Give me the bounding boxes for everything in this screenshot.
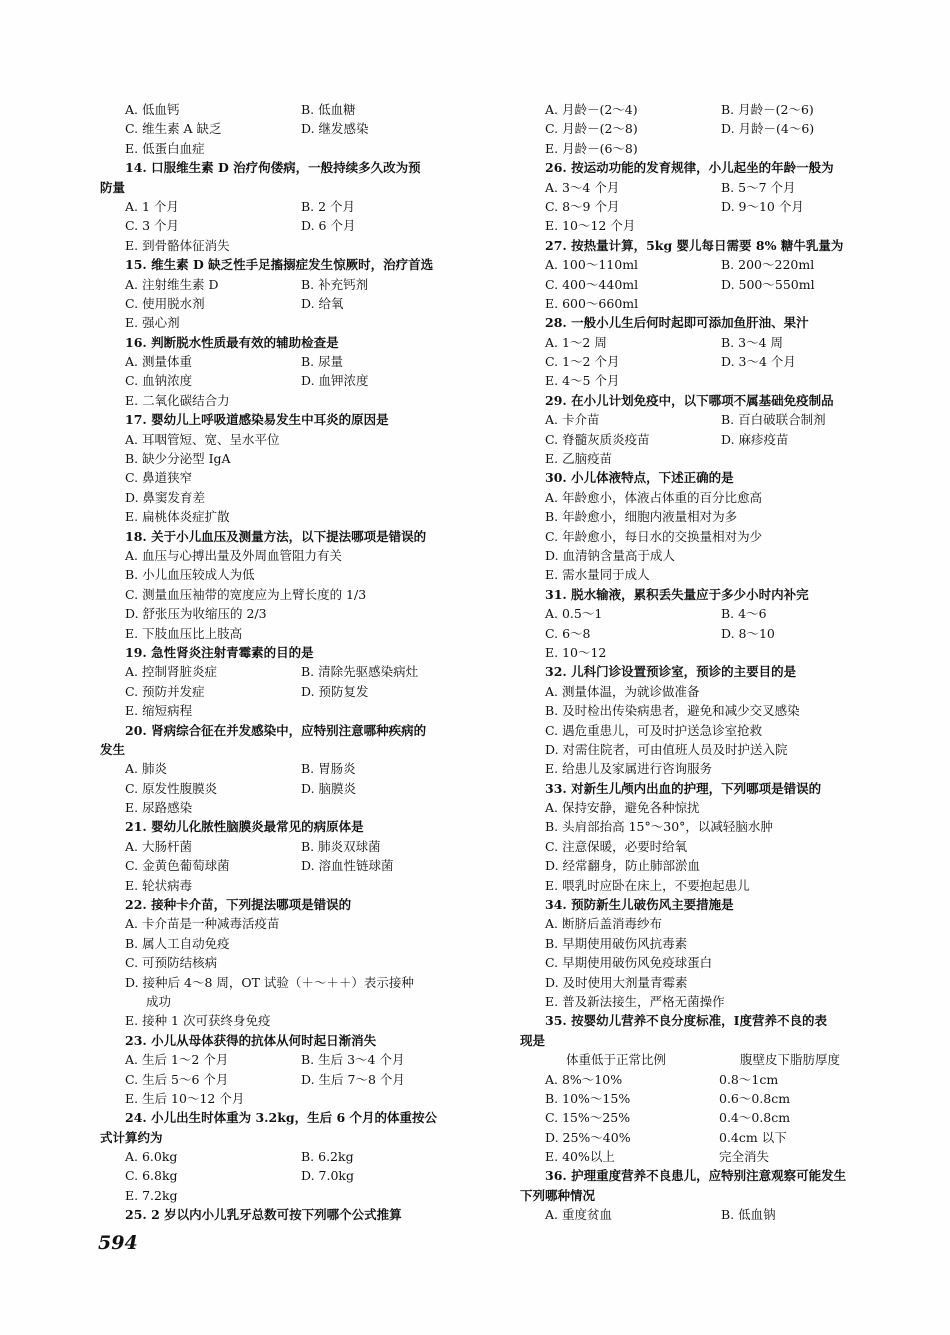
- answer-option: E. 接种 1 次可获终身免疫: [125, 1013, 271, 1029]
- answer-option-pair: [520, 333, 910, 352]
- answer-option: D. 血钾浓度: [301, 373, 369, 389]
- answer-option: C. 注意保暖，必要时给氧: [545, 838, 688, 854]
- answer-option: E. 生后 10～12 个月: [125, 1090, 245, 1106]
- answer-option: D. 7.0kg: [301, 1168, 354, 1184]
- question-stem: 20. 肾病综合征在并发感染中，应特别注意哪种疾病的: [125, 722, 427, 738]
- table-cell: 0.6～0.8cm: [719, 1090, 791, 1106]
- answer-option: E. 轮状病毒: [125, 877, 193, 893]
- answer-option-pair: [520, 197, 910, 216]
- question-stem: 35. 按婴幼儿营养不良分度标准，Ⅰ度营养不良的表: [545, 1013, 827, 1029]
- answer-option: D. 脑膜炎: [301, 780, 357, 796]
- answer-option: E. 给患儿及家属进行咨询服务: [545, 761, 713, 777]
- page-number: 594: [98, 1232, 138, 1254]
- answer-option: E. 需水量同于成人: [545, 567, 650, 583]
- answer-option: C. 血钠浓度: [125, 373, 193, 389]
- answer-option: A. 测量体重: [125, 354, 192, 370]
- answer-option: D. 舒张压为收缩压的 2/3: [125, 606, 267, 622]
- answer-option: C. 1～2 个月: [545, 354, 620, 370]
- answer-option: B. 清除先驱感染病灶: [301, 664, 419, 680]
- answer-option: A. 月龄－(2～4): [545, 102, 638, 117]
- question-stem: 25. 2 岁以内小儿乳牙总数可按下列哪个公式推算: [125, 1207, 402, 1223]
- question-stem: 15. 维生素 D 缺乏性手足搐搦症发生惊厥时，治疗首选: [125, 257, 434, 273]
- answer-option: B. 2 个月: [301, 198, 356, 214]
- answer-option-pair: [100, 662, 485, 681]
- answer-option: C. 早期使用破伤风免疫球蛋白: [545, 955, 713, 971]
- answer-option: E. 喂乳时应卧在床上，不要抱起患儿: [545, 877, 750, 893]
- answer-option-pair: [100, 1050, 485, 1069]
- table-row: [520, 1070, 910, 1089]
- question-stem: 36. 护理重度营养不良患儿，应特别注意观察可能发生: [545, 1168, 847, 1184]
- answer-option-pair: [100, 216, 485, 235]
- table-cell: C. 15%～25%: [545, 1110, 631, 1126]
- question-stem: 28. 一般小儿生后何时起即可添加鱼肝油、果汁: [545, 315, 809, 331]
- answer-option: C. 测量血压袖带的宽度应为上臂长度的 1/3: [125, 586, 367, 602]
- answer-option: E. 乙脑疫苗: [545, 451, 613, 467]
- question-stem: 14. 口服维生素 D 治疗佝偻病，一般持续多久改为预: [125, 160, 421, 176]
- left-column: [100, 100, 485, 1225]
- answer-option-continued: 成功: [146, 993, 172, 1009]
- answer-option: C. 6～8: [545, 625, 591, 641]
- answer-option-pair: [100, 1147, 485, 1166]
- table-cell: B. 10%～15%: [545, 1090, 631, 1106]
- answer-option: D. 给氧: [301, 295, 344, 311]
- table-cell: 0.8～1cm: [719, 1071, 779, 1087]
- answer-option: E. 600～660ml: [545, 295, 639, 311]
- answer-option: E. 二氧化碳结合力: [125, 392, 230, 408]
- answer-option: A. 100～110ml: [545, 257, 639, 273]
- answer-option-pair: [520, 604, 910, 623]
- answer-option: E. 低蛋白血症: [125, 140, 205, 156]
- question-stem: 22. 接种卡介苗，下列提法哪项是错误的: [125, 897, 352, 913]
- table-cell: 0.4cm 以下: [719, 1129, 787, 1145]
- answer-option: B. 及时检出传染病患者，避免和减少交叉感染: [545, 703, 800, 719]
- answer-option: E. 到骨骼体征消失: [125, 237, 230, 253]
- answer-option: E. 尿路感染: [125, 800, 193, 816]
- answer-option: C. 8～9 个月: [545, 198, 620, 214]
- answer-option: C. 月龄－(2～8): [545, 121, 638, 137]
- answer-option: D. 麻疹疫苗: [721, 431, 789, 447]
- answer-option: E. 缩短病程: [125, 703, 193, 719]
- question-stem: 32. 儿科门诊设置预诊室，预诊的主要目的是: [545, 664, 797, 680]
- answer-option: A. 大肠杆菌: [125, 838, 192, 854]
- answer-option-pair: [520, 119, 910, 138]
- question-stem: 21. 婴幼儿化脓性脑膜炎最常见的病原体是: [125, 819, 364, 835]
- question-stem: 30. 小儿体液特点，下述正确的是: [545, 470, 734, 486]
- answer-option-pair: [100, 759, 485, 778]
- answer-option-pair: [520, 178, 910, 197]
- answer-option: B. 年龄愈小，细胞内液量相对为多: [545, 509, 738, 525]
- answer-option: E. 10～12: [545, 644, 607, 660]
- answer-option: A. 测量体温，为就诊做准备: [545, 683, 700, 699]
- answer-option-pair: [100, 100, 485, 119]
- answer-option-pair: [100, 371, 485, 390]
- answer-option: E. 强心剂: [125, 315, 180, 331]
- answer-option: D. 接种后 4～8 周，OT 试验（＋～＋＋）表示接种: [125, 974, 414, 990]
- answer-option: C. 使用脱水剂: [125, 295, 205, 311]
- table-row: [520, 1108, 910, 1127]
- answer-option: A. 卡介苗是一种减毒活疫苗: [125, 916, 280, 932]
- answer-option: A. 0.5～1: [545, 606, 603, 622]
- answer-option: C. 生后 5～6 个月: [125, 1071, 229, 1087]
- answer-option: B. 生后 3～4 个月: [301, 1052, 405, 1068]
- answer-option: B. 补充钙剂: [301, 276, 369, 292]
- answer-option-pair: [100, 1070, 485, 1089]
- answer-option: D. 预防复发: [301, 683, 369, 699]
- answer-option: B. 头肩部抬高 15°～30°，以减轻脑水肿: [545, 819, 773, 835]
- answer-option: D. 及时使用大剂量青霉素: [545, 974, 688, 990]
- answer-option: B. 4～6: [721, 606, 767, 622]
- answer-option: B. 属人工自动免疫: [125, 935, 230, 951]
- question-stem-continued: 式计算约为: [100, 1129, 163, 1145]
- answer-option: D. 对需住院者，可由值班人员及时护送入院: [545, 741, 788, 757]
- answer-option: C. 金黄色葡萄球菌: [125, 858, 230, 874]
- right-column: [520, 100, 910, 1225]
- answer-option: C. 鼻道狭窄: [125, 470, 193, 486]
- question-stem: 27. 按热量计算，5kg 婴儿每日需要 8% 糖牛乳量为: [545, 237, 844, 253]
- table-row: [520, 1089, 910, 1108]
- answer-option: C. 6.8kg: [125, 1168, 178, 1184]
- answer-option: A. 3～4 个月: [545, 179, 620, 195]
- answer-option: B. 低血钠: [721, 1207, 776, 1223]
- table-row: [520, 1147, 910, 1166]
- answer-option: A. 卡介苗: [545, 412, 600, 428]
- answer-option-pair: [100, 682, 485, 701]
- answer-option-pair: [100, 275, 485, 294]
- question-stem: 29. 在小儿计划免疫中，以下哪项不属基础免疫制品: [545, 392, 834, 408]
- table-cell: 完全消失: [719, 1149, 770, 1165]
- answer-option: A. 重度贫血: [545, 1207, 612, 1223]
- answer-option: D. 月龄－(4～6): [721, 121, 815, 137]
- answer-option: A. 6.0kg: [125, 1149, 178, 1165]
- answer-option-pair: [100, 119, 485, 138]
- answer-option: D. 血清钠含量高于成人: [545, 547, 676, 563]
- question-stem: 17. 婴幼儿上呼吸道感染易发生中耳炎的原因是: [125, 412, 389, 428]
- answer-option-pair: [520, 430, 910, 449]
- answer-option: D. 经常翻身，防止肺部淤血: [545, 858, 701, 874]
- answer-option-pair: [100, 856, 485, 875]
- question-stem-continued: 现是: [520, 1032, 546, 1048]
- question-stem: 26. 按运动功能的发育规律，小儿起坐的年龄一般为: [545, 160, 834, 176]
- answer-option: B. 肺炎双球菌: [301, 838, 381, 854]
- answer-option: E. 月龄－(6～8): [545, 140, 638, 156]
- answer-option-pair: [100, 837, 485, 856]
- answer-option: C. 原发性腹膜炎: [125, 780, 218, 796]
- answer-option: D. 9～10 个月: [721, 198, 804, 214]
- question-stem: 33. 对新生儿颅内出血的护理，下列哪项是错误的: [545, 780, 822, 796]
- question-stem: 16. 判断脱水性质最有效的辅助检查是: [125, 334, 339, 350]
- answer-option: B. 缺少分泌型 IgA: [125, 451, 231, 467]
- answer-option: B. 3～4 周: [721, 334, 784, 350]
- answer-option: E. 扁桃体炎症扩散: [125, 509, 230, 525]
- answer-option: A. 血压与心搏出量及外周血管阻力有关: [125, 547, 342, 563]
- answer-option: A. 年龄愈小，体液占体重的百分比愈高: [545, 489, 762, 505]
- answer-option: C. 遇危重患儿，可及时护送急诊室抢救: [545, 722, 763, 738]
- table-cell: E. 40%以上: [545, 1149, 615, 1165]
- answer-option: A. 耳咽管短、宽、呈水平位: [125, 431, 280, 447]
- question-stem-continued: 防量: [100, 179, 126, 195]
- answer-option-pair: [100, 1166, 485, 1185]
- answer-option: C. 400～440ml: [545, 276, 639, 292]
- answer-option: A. 控制肾脏炎症: [125, 664, 217, 680]
- answer-option: D. 继发感染: [301, 121, 369, 137]
- answer-option-pair: [520, 100, 910, 119]
- answer-option: B. 6.2kg: [301, 1149, 354, 1165]
- answer-option: C. 维生素 A 缺乏: [125, 121, 222, 137]
- answer-option: C. 可预防结核病: [125, 955, 218, 971]
- question-stem-continued: 下列哪种情况: [520, 1187, 596, 1203]
- answer-option: B. 尿量: [301, 354, 344, 370]
- answer-option: D. 500～550ml: [721, 276, 815, 292]
- answer-option: A. 保持安静，避免各种惊扰: [545, 800, 700, 816]
- question-stem: 24. 小儿出生时体重为 3.2kg，生后 6 个月的体重按公: [125, 1110, 438, 1126]
- answer-option: B. 小儿血压较成人为低: [125, 567, 255, 583]
- table-cell: 0.4～0.8cm: [719, 1110, 791, 1126]
- answer-option: D. 8～10: [721, 625, 775, 641]
- answer-option-pair: [520, 255, 910, 274]
- answer-option: D. 鼻窦发育差: [125, 489, 206, 505]
- answer-option: A. 肺炎: [125, 761, 167, 777]
- answer-option: B. 低血糖: [301, 102, 356, 117]
- answer-option: E. 4～5 个月: [545, 373, 620, 389]
- question-stem: 23. 小儿从母体获得的抗体从何时起日渐消失: [125, 1032, 377, 1048]
- table-header-row: [520, 1050, 910, 1069]
- answer-option: B. 5～7 个月: [721, 179, 796, 195]
- answer-option-pair: [520, 624, 910, 643]
- answer-option: A. 注射维生素 D: [125, 276, 219, 292]
- table-header-cell: 体重低于正常比例: [566, 1052, 667, 1068]
- answer-option: C. 预防并发症: [125, 683, 205, 699]
- answer-option: A. 低血钙: [125, 102, 180, 117]
- question-stem: 18. 关于小儿血压及测量方法，以下提法哪项是错误的: [125, 528, 427, 544]
- question-stem: 34. 预防新生儿破伤风主要措施是: [545, 897, 734, 913]
- answer-option: D. 生后 7～8 个月: [301, 1071, 405, 1087]
- table-row: [520, 1128, 910, 1147]
- answer-option: B. 百白破联合制剂: [721, 412, 826, 428]
- answer-option-pair: [100, 197, 485, 216]
- table-cell: D. 25%～40%: [545, 1129, 631, 1145]
- answer-option-pair: [520, 1205, 910, 1224]
- answer-option-pair: [520, 275, 910, 294]
- answer-option: B. 200～220ml: [721, 257, 815, 273]
- answer-option: A. 1～2 周: [545, 334, 607, 350]
- table-cell: A. 8%～10%: [545, 1071, 623, 1087]
- answer-option: E. 7.2kg: [125, 1187, 178, 1203]
- answer-option: B. 月龄－(2～6): [721, 102, 814, 117]
- answer-option: A. 断脐后盖消毒纱布: [545, 916, 662, 932]
- answer-option-pair: [520, 410, 910, 429]
- table-header-cell: 腹壁皮下脂肪厚度: [740, 1052, 841, 1068]
- answer-option: A. 1 个月: [125, 198, 179, 214]
- answer-option: E. 普及新法接生，严格无菌操作: [545, 993, 725, 1009]
- question-stem-continued: 发生: [100, 741, 126, 757]
- answer-option-pair: [100, 779, 485, 798]
- answer-option: C. 3 个月: [125, 218, 179, 234]
- answer-option: D. 3～4 个月: [721, 354, 796, 370]
- answer-option: E. 10～12 个月: [545, 218, 636, 234]
- answer-option: E. 下肢血压比上肢高: [125, 625, 243, 641]
- answer-option: D. 6 个月: [301, 218, 356, 234]
- answer-option: C. 脊髓灰质炎疫苗: [545, 431, 650, 447]
- answer-option-pair: [520, 352, 910, 371]
- answer-option: C. 年龄愈小，每日水的交换量相对为少: [545, 528, 763, 544]
- answer-option: B. 早期使用破伤风抗毒素: [545, 935, 688, 951]
- answer-option: A. 生后 1～2 个月: [125, 1052, 229, 1068]
- question-stem: 19. 急性肾炎注射青霉素的目的是: [125, 644, 314, 660]
- answer-option-pair: [100, 352, 485, 371]
- answer-option: D. 溶血性链球菌: [301, 858, 394, 874]
- answer-option: B. 胃肠炎: [301, 761, 356, 777]
- answer-option-pair: [100, 294, 485, 313]
- question-stem: 31. 脱水输液，累积丢失量应于多少小时内补完: [545, 586, 809, 602]
